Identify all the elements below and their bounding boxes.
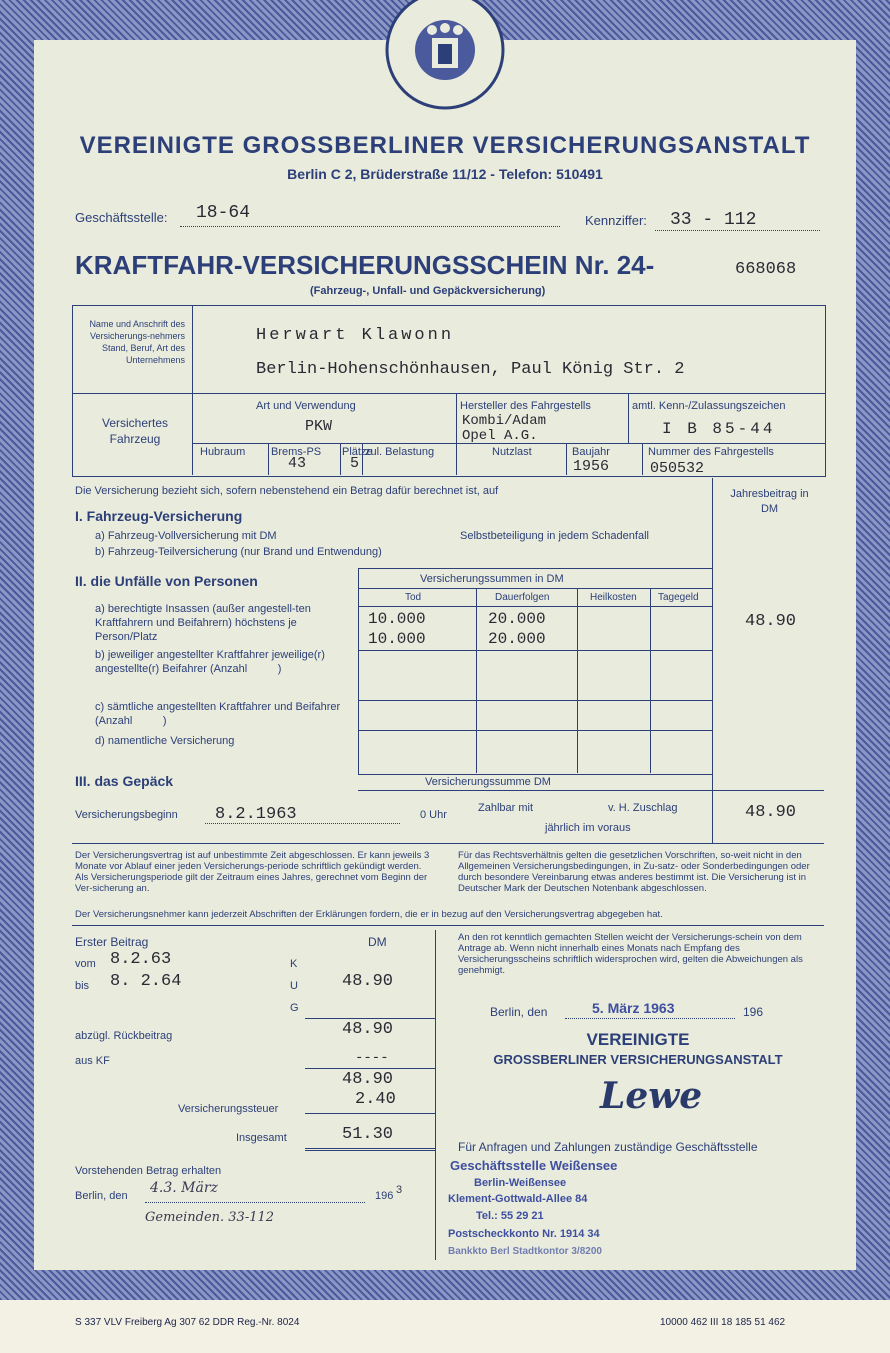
nutzlast-label: Nutzlast bbox=[492, 446, 532, 458]
section3-title: III. das Gepäck bbox=[75, 773, 174, 789]
insgesamt-label: Insgesamt bbox=[236, 1132, 287, 1144]
vom-label: vom bbox=[75, 958, 96, 970]
intro-text: Die Versicherung bezieht sich, sofern nebenstehend ein Betrag dafür berechnet ist, auf bbox=[75, 485, 499, 497]
section2-beitrag: 48.90 bbox=[745, 612, 797, 631]
section1-title: I. Fahrzeug-Versicherung bbox=[75, 508, 243, 524]
zuschlag-label: v. H. Zuschlag bbox=[608, 802, 678, 814]
dotted-line bbox=[565, 1018, 735, 1019]
office-line6: Bankkto Berl Stadtkontor 3/8200 bbox=[448, 1246, 602, 1257]
kennziffer-label: Kennziffer: bbox=[585, 213, 647, 228]
plaetze-value: 5 bbox=[350, 455, 360, 472]
steuer-label: Versicherungssteuer bbox=[178, 1103, 279, 1115]
section2-a: a) berechtigte Insassen (außer angestell-ten Kraftfahrern und Beifahrern) höchstens je Person/Platz bbox=[95, 603, 311, 643]
terms-left: Der Versicherungsvertrag ist auf unbestimmte Zeit abgeschlossen. Er kann jeweils 3 Monate vor Ablauf einer jeden Versicherungs-periode schriftlich gekündigt werden. Als Versicherungsperiode gilt der Zeitraum eines Jahres, gerechnet vom Beginn der Ver-sicherung an. bbox=[75, 850, 430, 894]
uhr-label: 0 Uhr bbox=[420, 809, 447, 821]
receipt-year: 196 bbox=[375, 1190, 394, 1202]
section2-title: II. die Unfälle von Personen bbox=[75, 573, 258, 589]
bis-value: 8. 2.64 bbox=[110, 972, 182, 991]
terms-red: An den rot kenntlich gemachten Stellen weicht der Versicherungs-schein von dem Antrage ab. Wenn nicht innerhalb eines Monats nach Empfang des Versicherungsscheins schriftlich widersprochen wird, gelten die Abweichungen als genehmigt. bbox=[458, 932, 803, 976]
receipt-berlin-label: Berlin, den bbox=[75, 1190, 128, 1202]
col-dauerfolgen: Dauerfolgen bbox=[495, 592, 550, 603]
jaehrlich-label: jährlich im voraus bbox=[545, 822, 631, 834]
col-heilkosten: Heilkosten bbox=[590, 592, 637, 603]
abzuegl-value: 48.90 bbox=[342, 1020, 394, 1039]
org-line2: GROSSBERLINER VERSICHERUNGSANSTALT bbox=[493, 1052, 783, 1067]
k-label: K bbox=[290, 958, 298, 970]
kenn-value: I B 85-44 bbox=[662, 420, 776, 438]
art-label: Art und Verwendung bbox=[256, 400, 356, 412]
dotted-line bbox=[145, 1202, 365, 1203]
office-line5: Postscheckkonto Nr. 1914 34 bbox=[448, 1228, 600, 1240]
document-subtitle: (Fahrzeug-, Unfall- und Gepäckversicherung) bbox=[310, 285, 546, 297]
footer-left: S 337 VLV Freiberg Ag 307 62 DDR Reg.-Nr. 8024 bbox=[75, 1317, 300, 1328]
terms-full: Der Versicherungsnehmer kann jederzeit Abschriften der Erklärungen fordern, die er in bezug auf den Versicherungsvertrag abgegeben hat. bbox=[75, 909, 663, 920]
section1-b: b) Fahrzeug-Teilversicherung (nur Brand und Entwendung) bbox=[95, 546, 382, 558]
office-line3: Klement-Gottwald-Allee 84 bbox=[448, 1193, 588, 1205]
vehicle-label: Versichertes Fahrzeug bbox=[101, 416, 169, 446]
nummer-label: Nummer des Fahrgestells bbox=[648, 446, 774, 458]
vom-value: 8.2.63 bbox=[110, 950, 172, 969]
footer-right: 10000 462 III 18 185 51 462 bbox=[660, 1317, 786, 1328]
receipt-signature: Gemeinden. 33-112 bbox=[145, 1210, 275, 1225]
document-title: KRAFTFAHR-VERSICHERUNGSSCHEIN Nr. 24- bbox=[75, 250, 655, 280]
kennziffer-value: 33 - 112 bbox=[670, 210, 757, 230]
company-seal bbox=[380, 0, 510, 120]
kenn-label: amtl. Kenn-/Zulassungszeichen bbox=[632, 400, 786, 412]
office-line4: Tel.: 55 29 21 bbox=[476, 1210, 544, 1222]
hersteller-label: Hersteller des Fahrgestells bbox=[460, 400, 591, 412]
office-line1: Geschäftsstelle Weißensee bbox=[450, 1158, 618, 1173]
sign-berlin-label: Berlin, den bbox=[490, 1005, 548, 1019]
org-line1: VEREINIGTE bbox=[586, 1030, 690, 1049]
section2-c: c) sämtliche angestellten Kraftfahrer und Beifahrer (Anzahl ) bbox=[95, 701, 344, 727]
dotted-line bbox=[655, 230, 820, 231]
section1-a2: Selbstbeteiligung in jedem Schadenfall bbox=[460, 530, 649, 542]
bremsps-label: Brems-PS bbox=[271, 446, 322, 458]
row2-tod: 10.000 bbox=[368, 630, 426, 648]
dm-label: DM bbox=[368, 935, 387, 949]
art-value: PKW bbox=[305, 418, 333, 435]
insgesamt-value: 51.30 bbox=[342, 1125, 394, 1144]
baujahr-label: Baujahr bbox=[572, 446, 610, 458]
beginn-label: Versicherungsbeginn bbox=[75, 809, 178, 821]
steuer-value: 2.40 bbox=[355, 1090, 396, 1109]
nummer-value: 050532 bbox=[650, 460, 705, 477]
company-address: Berlin C 2, Brüderstraße 11/12 - Telefon: 510491 bbox=[287, 166, 603, 182]
holder-address: Berlin-Hohenschönhausen, Paul König Str. 2 bbox=[256, 360, 685, 379]
dotted-line bbox=[205, 823, 400, 824]
zahlbar-label: Zahlbar mit bbox=[478, 802, 534, 814]
dotted-line bbox=[180, 226, 560, 227]
row1-dauer: 20.000 bbox=[488, 610, 546, 628]
aus-kf-label: aus KF bbox=[75, 1055, 110, 1067]
erhalten-label: Vorstehenden Betrag erhalten bbox=[75, 1165, 222, 1177]
date-stamp: 5. März 1963 bbox=[592, 1000, 675, 1016]
section2-d: d) namentliche Versicherung bbox=[95, 735, 235, 747]
u-value: 48.90 bbox=[342, 972, 394, 991]
holder-name: Herwart Klawonn bbox=[256, 326, 455, 345]
receipt-date: 4.3. März bbox=[150, 1180, 218, 1196]
handwritten-signature: Lewe bbox=[600, 1075, 703, 1117]
total-value: 48.90 bbox=[745, 803, 797, 822]
geschaeftsstelle-value: 18-64 bbox=[196, 203, 251, 223]
bis-label: bis bbox=[75, 980, 90, 992]
baujahr-value: 1956 bbox=[573, 458, 610, 475]
bremsps-value: 43 bbox=[288, 455, 307, 472]
office-line2: Berlin-Weißensee bbox=[474, 1177, 567, 1189]
plaetze-label: Plätze bbox=[342, 446, 373, 458]
policy-number: 668068 bbox=[735, 260, 797, 279]
zwischen-value: 48.90 bbox=[342, 1070, 394, 1089]
hubraum-label: Hubraum bbox=[200, 446, 246, 458]
abzuegl-label: abzügl. Rückbeitrag bbox=[75, 1030, 173, 1042]
section2-b: b) jeweiliger angestellter Kraftfahrer jeweilige(r) angestellte(r) Beifahrer (Anzahl ) bbox=[95, 649, 328, 675]
belastung-label: zul. Belastung bbox=[365, 446, 435, 458]
holder-label: Name und Anschrift des Versicherungs-nehmers Stand, Beruf, Art des Unternehmens bbox=[89, 319, 185, 365]
hersteller-value1: Kombi/Adam bbox=[462, 413, 547, 429]
section3-summe-label: Versicherungssumme DM bbox=[425, 776, 551, 788]
company-name: VEREINIGTE GROSSBERLINER VERSICHERUNGSANSTALT bbox=[79, 132, 811, 159]
jahresbeitrag-label: Jahresbeitrag in DM bbox=[730, 488, 809, 515]
sign-year: 196 bbox=[743, 1005, 764, 1019]
terms-right: Für das Rechtsverhältnis gelten die gesetzlichen Vorschriften, so-weit nicht in den Allgemeinen Versicherungsbedingungen, in Zu-satz- oder Sonderbedingungen oder durch besondere Vereinbarung etwas anderes bestimmt ist. Die Versicherung ist in Deutscher Mark der Deutschen Notenbank abgeschlossen. bbox=[458, 850, 810, 894]
u-label: U bbox=[290, 980, 298, 992]
aus-kf-value: ---- bbox=[355, 1050, 389, 1066]
row2-dauer: 20.000 bbox=[488, 630, 546, 648]
section1-a: a) Fahrzeug-Vollversicherung mit DM bbox=[95, 530, 277, 542]
erster-beitrag-label: Erster Beitrag bbox=[75, 935, 149, 949]
col-tod: Tod bbox=[405, 592, 422, 603]
row1-tod: 10.000 bbox=[368, 610, 426, 628]
g-label: G bbox=[290, 1002, 299, 1014]
receipt-year-suffix: 3 bbox=[396, 1184, 403, 1196]
sums-header: Versicherungssummen in DM bbox=[420, 573, 564, 585]
hersteller-value2: Opel A.G. bbox=[462, 428, 538, 444]
col-tagegeld: Tagegeld bbox=[658, 592, 699, 603]
beginn-value: 8.2.1963 bbox=[215, 805, 297, 824]
office-label: Für Anfragen und Zahlungen zuständige Geschäftsstelle bbox=[458, 1140, 758, 1154]
geschaeftsstelle-label: Geschäftsstelle: bbox=[75, 210, 168, 225]
